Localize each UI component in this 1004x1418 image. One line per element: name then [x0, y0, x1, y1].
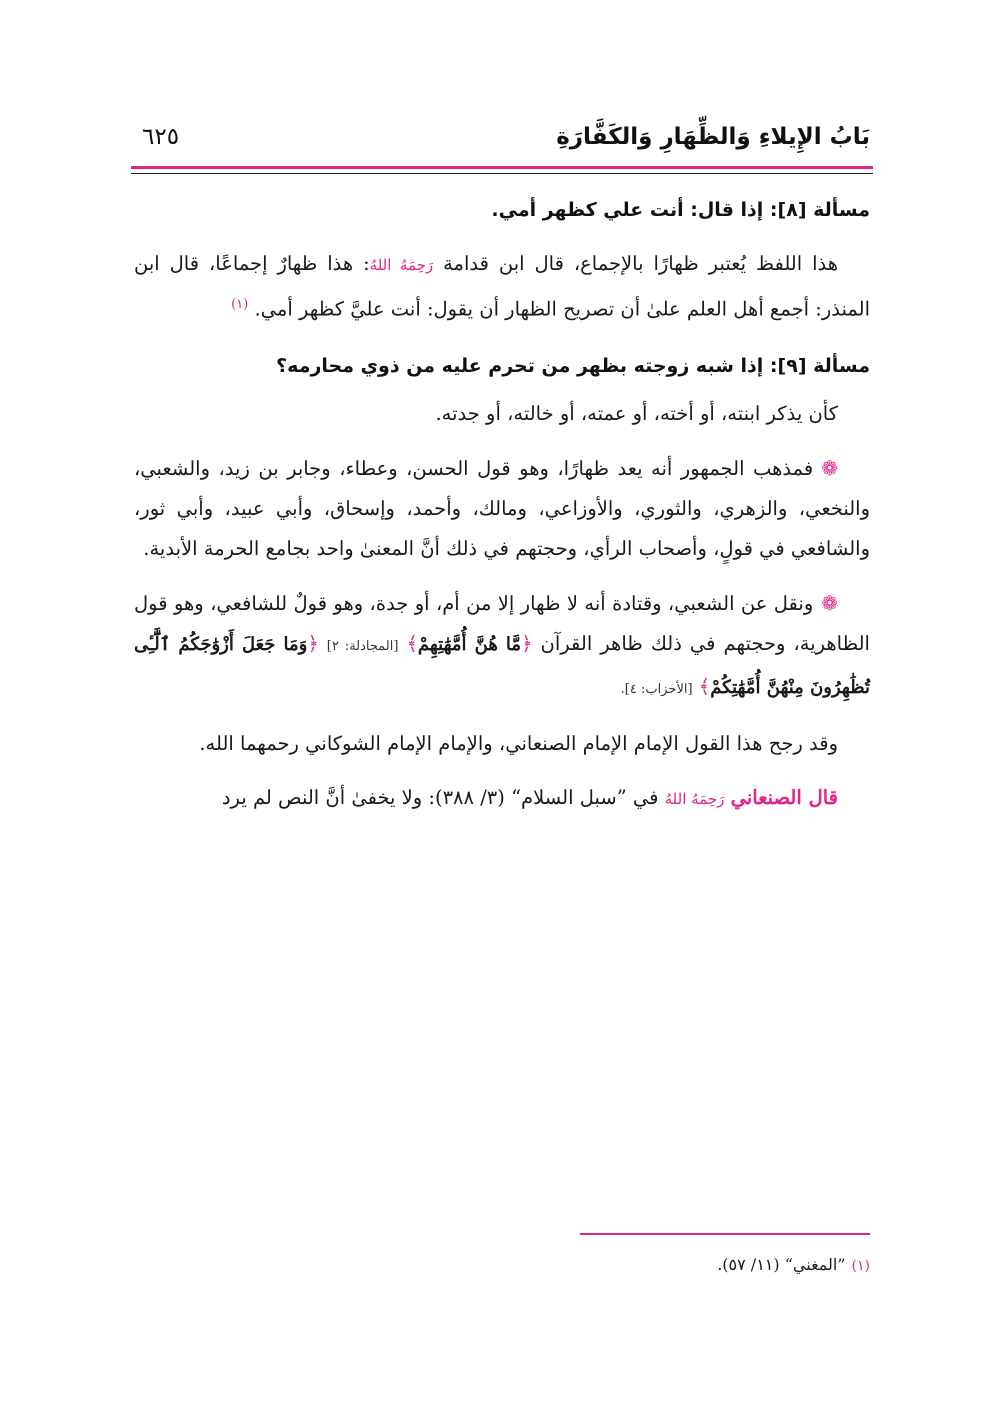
header-rule-black: [131, 173, 873, 174]
quran-verse-1: مَّا هُنَّ أُمَّهَٰتِهِمْ: [417, 633, 522, 655]
page-header: [134, 110, 870, 166]
verse-reference-2: [الأحزاب: ٤].: [620, 681, 693, 697]
paragraph-4: [134, 583, 870, 710]
flower-ornament-icon: ❁: [821, 590, 838, 615]
flower-ornament-icon: ❁: [821, 455, 838, 480]
quran-bracket-close-icon: ﴾: [698, 674, 711, 698]
paragraph-1-text-b: : هذا ظهارٌ إجماعًا، قال ابن المنذر: أجمع أهل العلم علىٰ أن تصريح الظهار أن يقول: أنت عليَّ كظهر أمي.: [134, 252, 870, 321]
honorific-glyph: رَحِمَهُ اللهُ: [664, 789, 725, 808]
running-title: بَابُ الإِيلاءِ وَالظِّهَارِ وَالكَفَّارَةِ: [556, 124, 870, 150]
paragraph-2: [134, 394, 870, 434]
paragraph-1: [134, 244, 870, 330]
quote-speaker: قال الصنعاني: [730, 785, 838, 809]
honorific-glyph: رَحِمَهُ اللهُ: [369, 256, 434, 274]
issue-9-label: مسألة [٩]:: [769, 354, 870, 377]
quran-verse-2: وَمَا جَعَلَ أَزْوَٰجَكُمُ ٱلَّٰٓـِٔى تُظَٰهِرُونَ مِنْهُنَّ أُمَّهَٰتِكُمْ: [134, 633, 870, 698]
paragraph-5-text: وقد رجح هذا القول الإمام الإمام الصنعاني، والإمام الإمام الشوكاني رحمهما الله.: [199, 731, 838, 755]
page-number: ٦٢٥: [142, 124, 180, 150]
footnote-marker[interactable]: (١): [231, 297, 249, 312]
issue-8-title: إذا قال: أنت علي كظهر أمي.: [491, 199, 764, 221]
issue-8-heading: [134, 196, 870, 224]
paragraph-5: [134, 724, 870, 764]
quran-bracket-open-icon: ﴿: [521, 631, 533, 655]
footnote: [270, 1253, 870, 1278]
paragraph-6-text: في ”سبل السلام“ (٣/ ٣٨٨): ولا يخفىٰ أنَّ النص لم يرد: [221, 785, 659, 809]
paragraph-4-text: ونقل عن الشعبي، وقتادة أنه لا ظهار إلا من أم، أو جدة، وهو قولٌ للشافعي، وهو قول الظاهرية، وحجتهم في ذلك ظاهر القرآن: [134, 591, 870, 655]
page-body: [134, 190, 870, 819]
paragraph-6: [134, 778, 870, 819]
quran-bracket-open-icon: ﴿: [307, 631, 319, 655]
footnote-number: (١): [851, 1258, 870, 1274]
footnote-text: ”المغني“ (١١/ ٥٧).: [717, 1255, 846, 1274]
footnote-separator: [580, 1233, 870, 1235]
paragraph-3-text: فمذهب الجمهور أنه يعد ظهارًا، وهو قول الحسن، وعطاء، وجابر بن زيد، والشعبي، والنخعي، والزهري، والثوري، والأوزاعي، ومالك، وأحمد، وإسحاق، وأبي عبيد، وأبي ثور، والشافعي في قولٍ، وأصحاب الرأي، وحجتهم في ذلك أنَّ المعنىٰ واحد بجامع الحرمة الأبدية.: [134, 456, 870, 560]
issue-8-label: مسألة [٨]:: [769, 199, 870, 221]
paragraph-2-text: كأن يذكر ابنته، أو أخته، أو عمته، أو خالته، أو جدته.: [435, 401, 838, 425]
header-rule-pink: [131, 166, 873, 169]
issue-9-heading: [134, 352, 870, 380]
paragraph-3: [134, 448, 870, 569]
quran-bracket-close-icon: ﴾: [406, 631, 418, 655]
book-page: [134, 110, 870, 809]
paragraph-1-text-a: هذا اللفظ يُعتبر ظهارًا بالإجماع، قال ابن قدامة: [443, 252, 839, 275]
issue-9-title: إذا شبه زوجته بظهر من تحرم عليه من ذوي محارمه؟: [276, 354, 764, 377]
verse-reference-1: [المجادلة: ٢]: [326, 638, 399, 654]
